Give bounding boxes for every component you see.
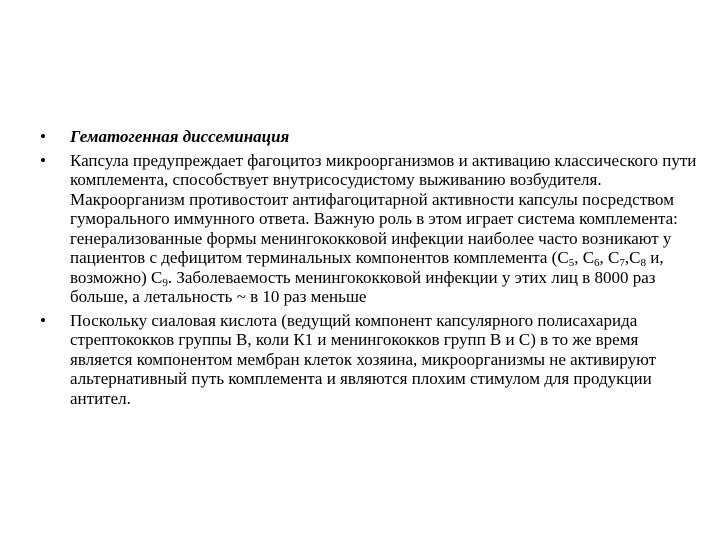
subscript: 8 (640, 257, 646, 269)
bullet-marker: • (40, 127, 46, 146)
section-heading: Гематогенная диссеминация (70, 127, 290, 146)
subscript: 9 (162, 276, 168, 289)
bullet-item-capsule (40, 151, 700, 307)
separator: , (574, 248, 583, 267)
subscript: 6 (594, 257, 600, 269)
text-segment: Капсула предупреждает фагоцитоз микроорганизмов и активацию классического пути комплемента, способствует внутрисосудистому выживанию возбудителя. Макроорганизм противостоит антифагоцитарной активности капсулы посредством гуморального иммунного ответа. Важную роль в этом играет система комплемента: генерализованные формы менингококковой инфекции наиболее часто возникают у пациентов с дефицитом терминальных компонентов комплемента ( (70, 150, 697, 267)
paragraph-text: Поскольку сиаловая кислота (ведущий компонент капсулярного полисахарида стрептококков группы В, коли К1 и менингококков групп В и С) в то же время является компонентом мембран клеток хозяина, микроорганизмы не активируют альтернативный путь комплемента и являются плохим стимулом для продукции антител. (70, 310, 657, 408)
bullet-marker: • (40, 310, 46, 330)
bullet-list (40, 127, 700, 412)
complement-c: С (608, 248, 620, 267)
complement-c: С (150, 267, 163, 287)
separator: , (599, 248, 609, 267)
subscript: 7 (619, 257, 625, 269)
text-segment: и, возможно) (70, 248, 664, 287)
text-segment: . Заболеваемость менингококковой инфекции у этих лиц в 8000 раз больше, а летальность ~ в 10 раз меньше (70, 267, 656, 306)
bullet-marker: • (40, 150, 46, 170)
paragraph-text (70, 151, 696, 307)
subscript: 5 (568, 257, 575, 269)
complement-c: С (629, 248, 641, 267)
bullet-item-heading (40, 127, 700, 147)
complement-c: С (582, 248, 595, 267)
separator: , (624, 248, 630, 267)
complement-c: С (557, 248, 569, 267)
bullet-item-sialic-acid (40, 311, 700, 409)
